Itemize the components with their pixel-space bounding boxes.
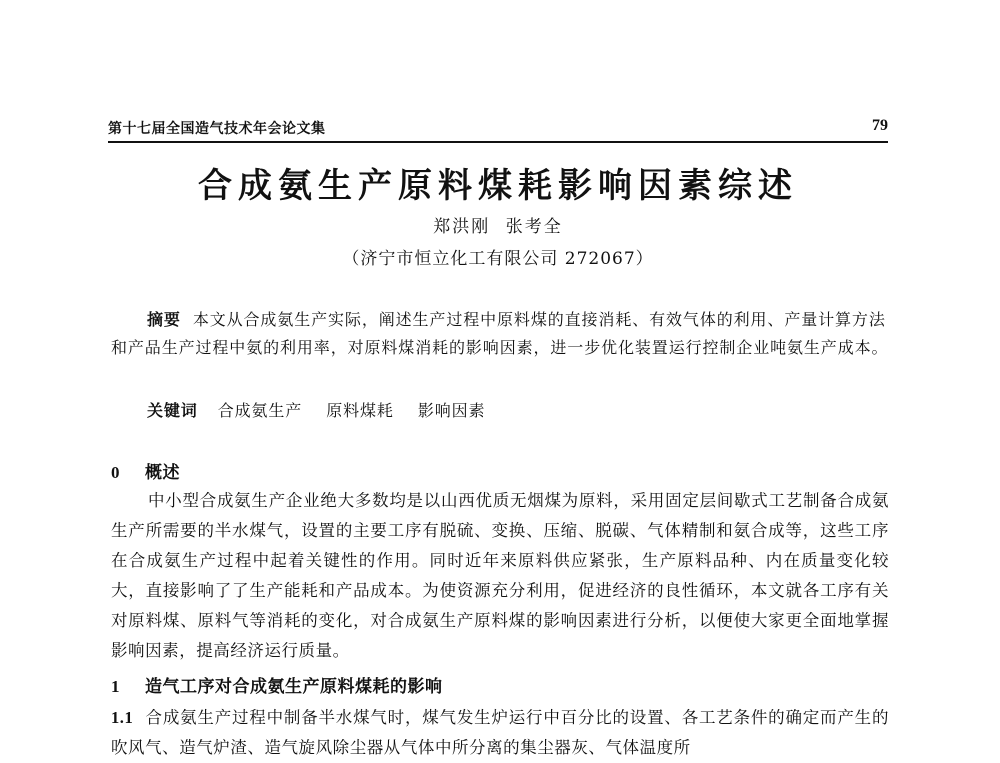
section-title: 造气工序对合成氨生产原料煤耗的影响 bbox=[145, 677, 443, 697]
section-heading-1 bbox=[111, 672, 443, 697]
running-header bbox=[108, 117, 888, 143]
keyword: 影响因素 bbox=[417, 401, 486, 420]
abstract bbox=[111, 306, 889, 362]
keywords-label: 关键词 bbox=[147, 401, 198, 420]
authors: 郑洪刚 张考全 bbox=[433, 217, 563, 237]
subsection-number: 1.1 bbox=[111, 708, 134, 727]
subsection-text: 合成氨生产过程中制备半水煤气时，煤气发生炉运行中百分比的设置、各工艺条件的确定而产生的吹风气、造气炉渣、造气旋风除尘器从气体中所分离的集尘器灰、气体温度所 bbox=[111, 708, 889, 757]
paper-title: 合成氨生产原料煤耗影响因素综述 bbox=[198, 166, 798, 206]
section-heading-0 bbox=[111, 458, 180, 483]
abstract-text: 本文从合成氨生产实际，阐述生产过程中原料煤的直接消耗、有效气体的利用、产量计算方法和产品生产过程中氨的利用率，对原料煤消耗的影响因素，进一步优化装置运行控制企业吨氨生产成本。 bbox=[111, 310, 889, 357]
subsection-1-1-paragraph bbox=[111, 703, 889, 763]
keyword: 原料煤耗 bbox=[326, 401, 394, 420]
keyword: 合成氨生产 bbox=[217, 401, 303, 420]
page-number: 79 bbox=[872, 117, 888, 134]
affiliation: （济宁市恒立化工有限公司 272067） bbox=[342, 249, 654, 269]
section-0-paragraph: 中小型合成氨生产企业绝大多数均是以山西优质无烟煤为原料，采用固定层间歇式工艺制备合成氨生产所需要的半水煤气，设置的主要工序有脱硫、变换、压缩、脱碳、气体精制和氨合成等，这些工序在合成氨生产过程中起着关键性的作用。同时近年来原料供应紧张，生产原料品种、内在质量变化较大，直接影响了了生产能耗和产品成本。为使资源充分利用，促进经济的良性循环，本文就各工序有关对原料煤、原料气等消耗的变化，对合成氨生产原料煤的影响因素进行分析，以便使大家更全面地掌握影响因素，提高经济运行质量。 bbox=[111, 491, 889, 660]
journal-title: 第十七届全国造气技术年会论文集 bbox=[108, 121, 326, 137]
keywords bbox=[147, 398, 503, 421]
abstract-label: 摘要 bbox=[147, 310, 181, 329]
section-number: 1 bbox=[111, 677, 120, 696]
section-number: 0 bbox=[111, 463, 120, 482]
section-title: 概述 bbox=[145, 463, 180, 483]
